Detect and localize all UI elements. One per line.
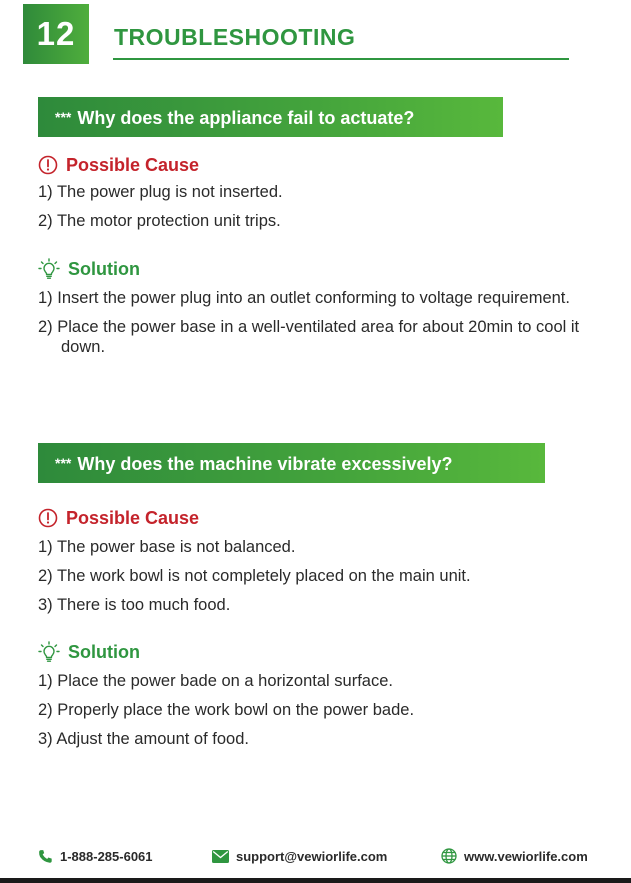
phone-number: 1-888-285-6061 [60, 848, 153, 864]
website-url: www.vewiorlife.com [464, 848, 588, 864]
alert-circle-icon [38, 508, 58, 528]
question-stars: *** [55, 109, 72, 125]
footer-website[interactable] [441, 846, 588, 866]
lightbulb-icon [38, 258, 60, 280]
solution-label: Solution [68, 641, 140, 662]
footer-email[interactable] [212, 846, 387, 866]
cause-list-1 [38, 182, 608, 231]
possible-cause-label: Possible Cause [66, 154, 200, 175]
list-item: 2) The motor protection unit trips. [38, 212, 281, 230]
possible-cause-heading-2 [38, 507, 199, 529]
solution-label: Solution [68, 258, 140, 279]
solution-list-2 [38, 671, 608, 749]
list-item: 2) Properly place the work bowl on the power bade. [38, 701, 415, 719]
list-item: 1) Place the power bade on a horizontal surface. [38, 672, 393, 690]
phone-icon [38, 849, 53, 864]
alert-circle-icon [38, 155, 58, 175]
question-banner-2 [38, 443, 545, 483]
list-item: 1) The power plug is not inserted. [38, 183, 283, 201]
possible-cause-label: Possible Cause [66, 507, 200, 528]
solution-heading-1 [38, 258, 140, 280]
solution-list-1 [38, 288, 583, 357]
question-text: Why does the machine vibrate excessively? [77, 454, 453, 474]
envelope-icon [212, 850, 229, 863]
bottom-border [0, 878, 631, 883]
page-number-badge: 12 [23, 4, 89, 64]
footer-phone[interactable] [38, 846, 153, 866]
possible-cause-heading-1 [38, 154, 199, 176]
question-text: Why does the appliance fail to actuate? [77, 108, 415, 128]
cause-list-2 [38, 537, 608, 615]
page-title: TROUBLESHOOTING [114, 24, 356, 50]
question-banner-1 [38, 97, 503, 137]
question-stars: *** [55, 455, 72, 471]
list-item: 1) The power base is not balanced. [38, 538, 296, 556]
title-underline [113, 58, 569, 60]
list-item: 3) Adjust the amount of food. [38, 730, 249, 748]
list-item: 3) There is too much food. [38, 596, 231, 614]
list-item: 1) Insert the power plug into an outlet conforming to voltage requirement. [38, 289, 570, 307]
email-address: support@vewiorlife.com [236, 848, 388, 864]
list-item: 2) Place the power base in a well-ventilated area for about 20min to cool it down. [38, 318, 580, 356]
globe-icon [441, 848, 457, 864]
lightbulb-icon [38, 641, 60, 663]
solution-heading-2 [38, 641, 140, 663]
list-item: 2) The work bowl is not completely placed on the main unit. [38, 567, 471, 585]
